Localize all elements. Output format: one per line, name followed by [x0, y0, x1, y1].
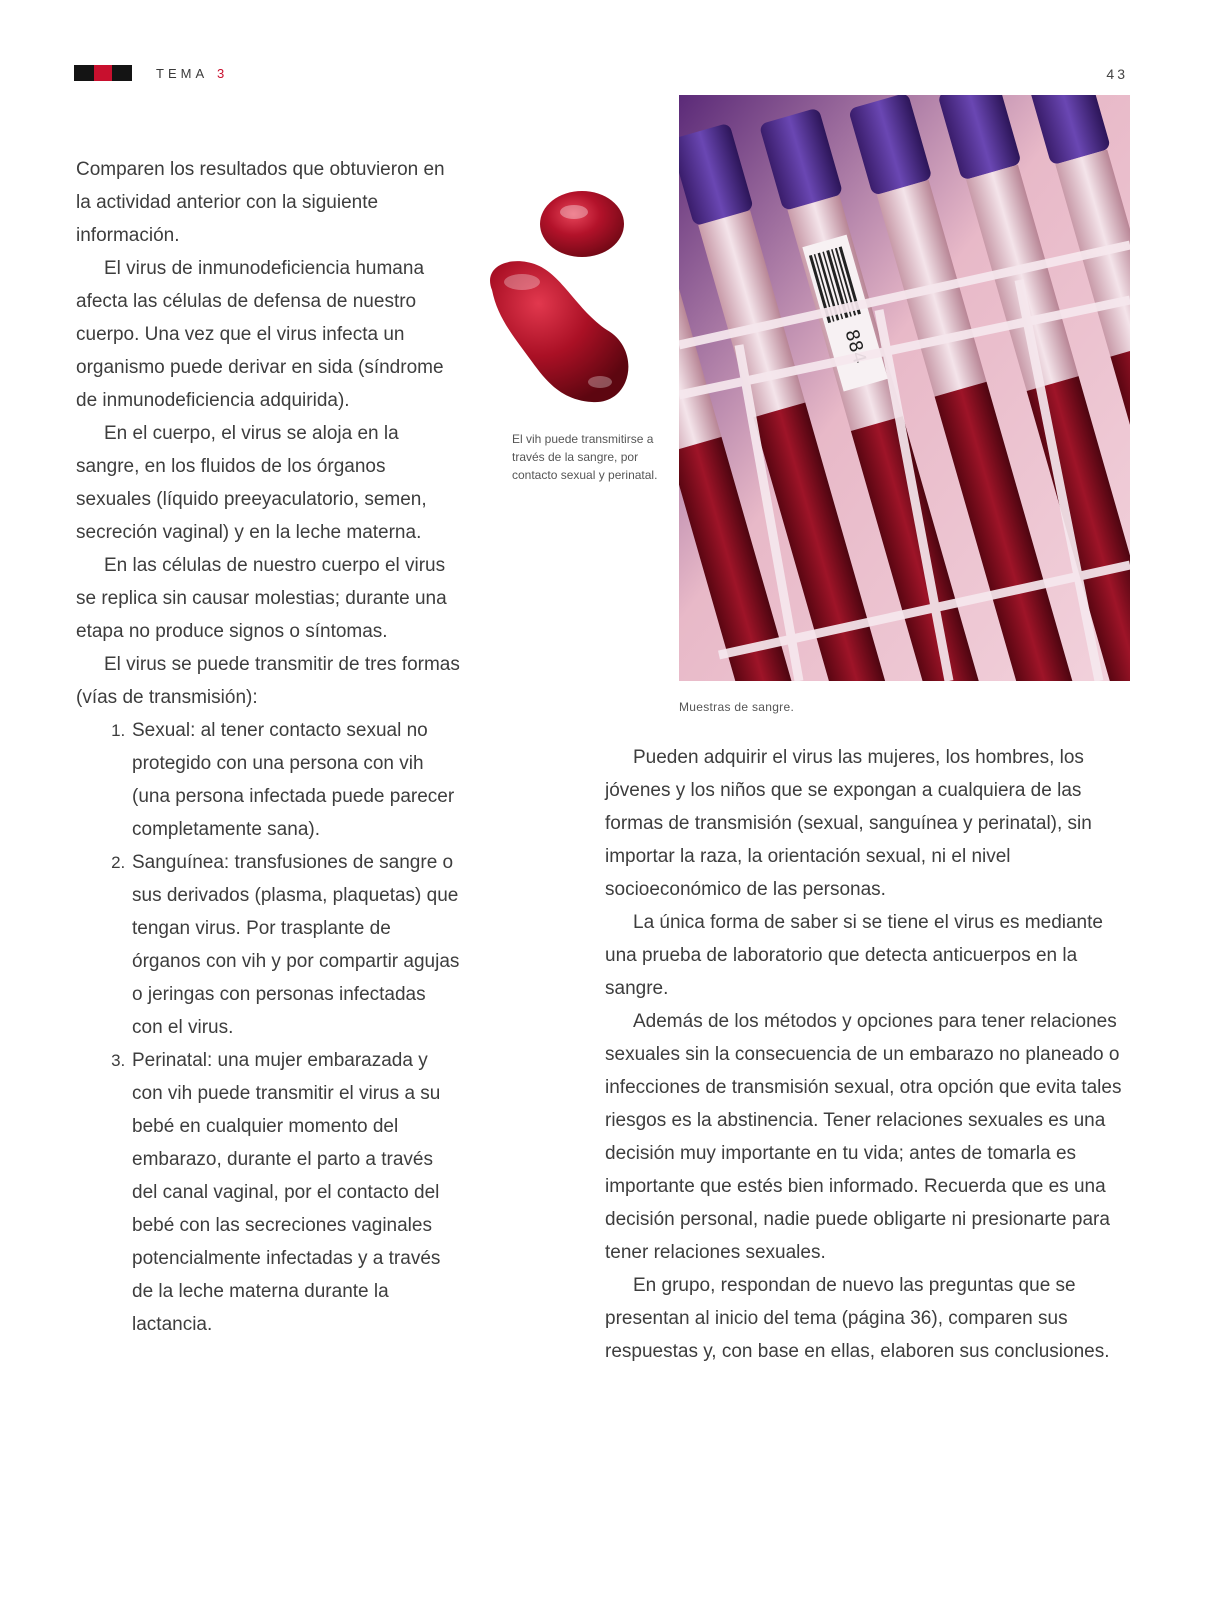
section-title	[156, 66, 228, 81]
paragraph-virus-location: En el cuerpo, el virus se aloja en la sangre, en los fluidos de los órganos sexuales (líquido preeyaculatorio, semen, secreción vaginal) y en la leche materna.	[76, 423, 427, 543]
header-bar-dark-right	[112, 65, 132, 81]
paragraph-lab-test: La única forma de saber si se tiene el virus es mediante una prueba de laboratorio que detecta anticuerpos en la sangre.	[605, 912, 1103, 999]
transmission-list	[76, 714, 461, 1341]
intro-paragraph: Comparen los resultados que obtuvieron en la actividad anterior con la siguiente información.	[76, 159, 445, 246]
paragraph-transmission-intro: El virus se puede transmitir de tres formas (vías de transmisión):	[76, 654, 460, 708]
left-column	[76, 153, 461, 1341]
blood-drops-caption: El vih puede transmitirse a través de la sangre, por contacto sexual y perinatal.	[512, 432, 658, 482]
page-header	[74, 64, 228, 82]
paragraph-virus-replication: En las células de nuestro cuerpo el virus se replica sin causar molestias; durante una etapa no produce signos o síntomas.	[76, 555, 447, 642]
blood-drops-image	[482, 170, 652, 420]
header-color-bars	[74, 65, 132, 81]
page-number: 43	[1106, 66, 1128, 82]
blood-samples-caption: Muestras de sangre.	[679, 700, 795, 714]
list-item-sexual: 1. Sexual: al tener contacto sexual no protegido con una persona con vih (una persona infectada puede parecer completamente sana).	[130, 714, 461, 846]
paragraph-abstinence: Además de los métodos y opciones para tener relaciones sexuales sin la consecuencia de un embarazo no planeado o infecciones de transmisión sexual, otra opción que evita tales riesgos es la abstinencia. Tener relaciones sexuales es una decisión muy importante en tu vida; antes de tomarla es importante que estés bien informado. Recuerda que es una decisión personal, nadie puede obligarte ni presionarte para tener relaciones sexuales.	[605, 1011, 1122, 1263]
list-item-sanguinea: 2. Sanguínea: transfusiones de sangre o sus derivados (plasma, plaquetas) que tengan virus. Por trasplante de órganos con vih y por compartir agujas o jeringas con personas infectadas con el virus.	[130, 846, 461, 1044]
blood-samples-photo	[679, 95, 1130, 681]
section-label: TEMA	[156, 65, 208, 81]
list-item-perinatal: 3. Perinatal: una mujer embarazada y con vih puede transmitir el virus a su bebé en cualquier momento del embarazo, durante el parto a través del canal vaginal, por el contacto del bebé con las secreciones vaginales potencialmente infectadas y a través de la leche materna durante la lactancia.	[130, 1044, 461, 1341]
paragraph-vih-definition: El virus de inmunodeficiencia humana afecta las células de defensa de nuestro cuerpo. Una vez que el virus infecta un organismo puede derivar en sida (síndrome de inmunodeficiencia adquirida).	[76, 258, 444, 411]
section-number: 3	[217, 65, 229, 81]
header-bar-red	[94, 65, 112, 81]
paragraph-group-activity: En grupo, respondan de nuevo las preguntas que se presentan al inicio del tema (página 36), comparen sus respuestas y, con base en ellas, elaboren sus conclusiones.	[605, 1275, 1110, 1362]
header-bar-dark-left	[74, 65, 94, 81]
right-column	[605, 741, 1135, 1368]
tube-label-number: 884	[840, 327, 871, 366]
paragraph-who-can-acquire: Pueden adquirir el virus las mujeres, los hombres, los jóvenes y los niños que se expongan a cualquiera de las formas de transmisión (sexual, sanguínea y perinatal), sin importar la raza, la orientación sexual, ni el nivel socioeconómico de las personas.	[605, 747, 1092, 900]
